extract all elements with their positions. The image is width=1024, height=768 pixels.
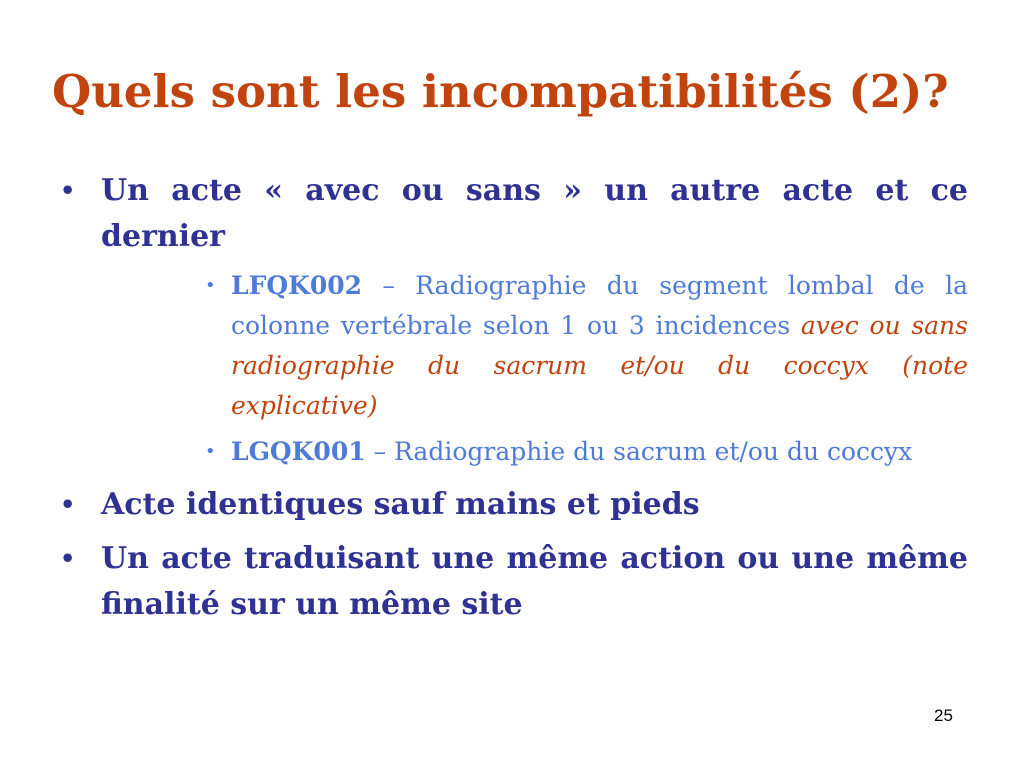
- sub-bullet-dot-icon: •: [205, 275, 216, 296]
- slide-content: [60, 168, 968, 636]
- bullet-item: [60, 536, 968, 628]
- procedure-code: LFQK002: [231, 271, 363, 300]
- procedure-note: avec ou sans radiographie du sacrum et/ou du coccyx (note explicative): [231, 311, 968, 420]
- bullet-item: [60, 168, 968, 472]
- sub-bullet-item: [193, 432, 968, 472]
- sub-bullet-item: [193, 266, 968, 426]
- bullet-item: [60, 482, 968, 528]
- procedure-description: Radiographie du segment lombal de la colonne vertébrale selon 1 ou 3 incidences: [231, 271, 968, 340]
- bullet-text: Acte identiques sauf mains et pieds: [101, 487, 700, 522]
- bullet-dot-icon: •: [60, 490, 76, 519]
- code-separator: –: [365, 437, 395, 466]
- sub-bullet-list: [101, 266, 968, 472]
- slide-title: Quels sont les incompatibilités (2)?: [52, 65, 949, 118]
- bullet-dot-icon: •: [60, 176, 76, 205]
- procedure-description: Radiographie du sacrum et/ou du coccyx: [394, 437, 913, 466]
- code-separator: –: [362, 271, 416, 300]
- bullet-list: [60, 168, 968, 628]
- page-number: 25: [934, 706, 953, 725]
- procedure-code: LGQK001: [231, 437, 366, 466]
- bullet-text: Un acte traduisant une même action ou une même finalité sur un même site: [101, 541, 968, 622]
- sub-bullet-dot-icon: •: [205, 441, 216, 462]
- bullet-dot-icon: •: [60, 544, 76, 573]
- bullet-text: Un acte « avec ou sans » un autre acte et ce dernier: [101, 173, 968, 254]
